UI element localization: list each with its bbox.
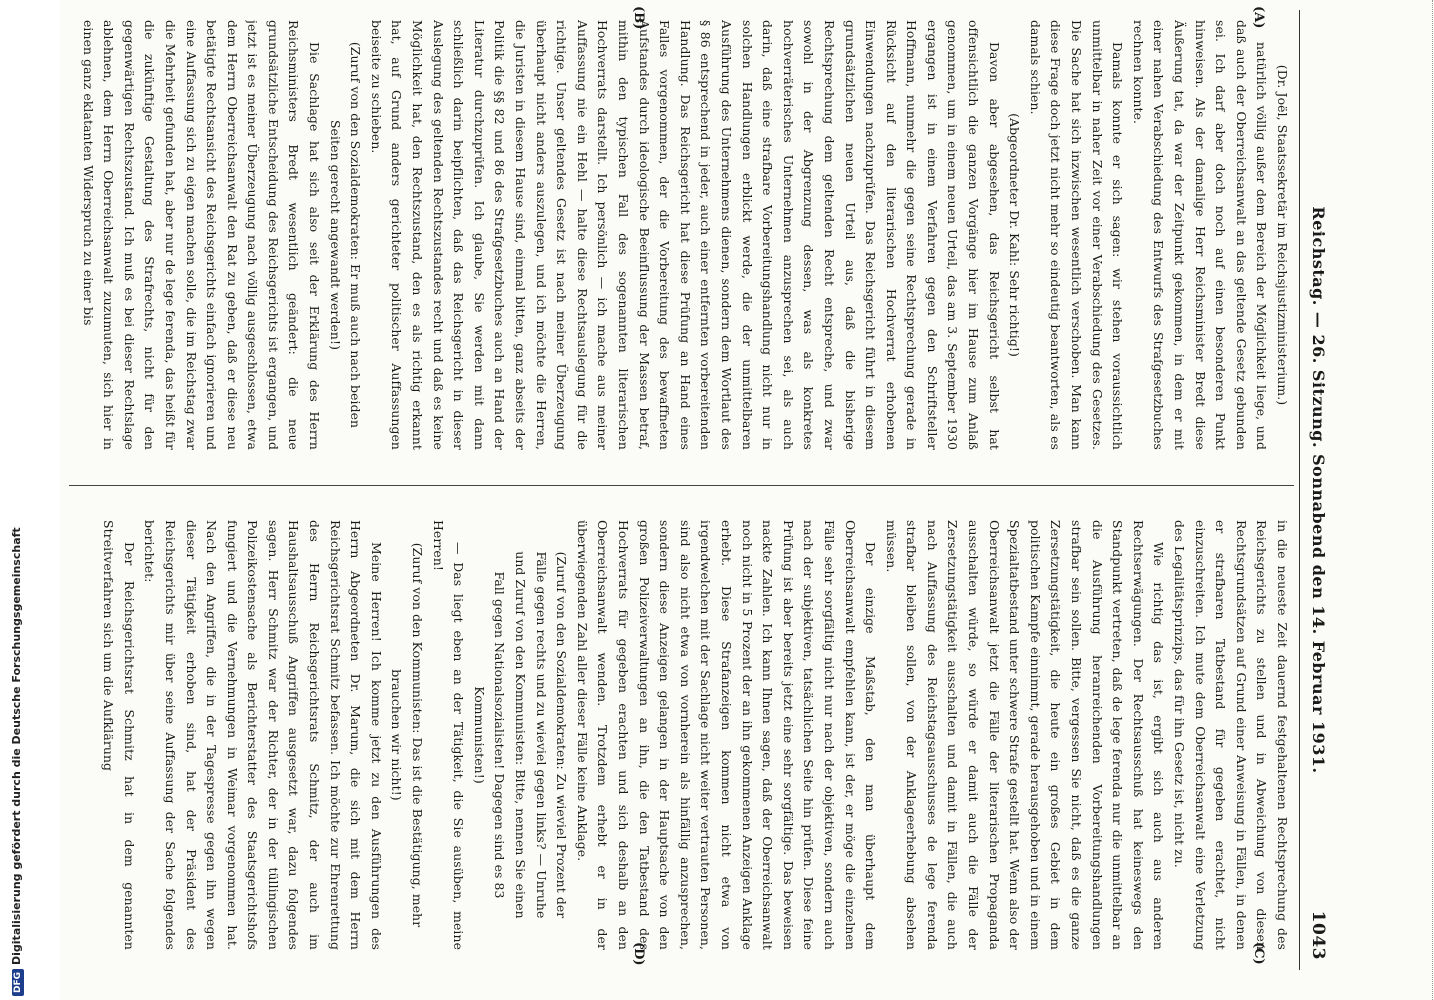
left-column [72, 20, 1292, 450]
paragraph: Meine Herren! Ich komme jetzt zu den Ausführungen des Herrn Abgeordneten Dr. Marum, die sich mit dem Herrn Reichsgerichtsrat Schmitz befassen. Ich möchte zur Ehrenrettung des Herrn Reichsgerichtsrats Schmitz, der auch im Haushaltsausschuß Angriffen ausgesetzt war, dazu folgendes sagen. Herr Schmitz war der Richter, der in der tüllingischen Polizeikostensache als Berichterstatter des Staatsgerichtshofs fungiert und die Vernehmungen in Weimar vorgenommen hat. Nach den Angriffen, die in der Tagespresse gegen ihn wegen dieser Tätigkeit erhoben sind, hat der Präsident des Reichsgerichts mir über seine Auffassung der Sache folgendes berichtet: [142, 520, 384, 950]
interjection: (Zuruf von den Sozialdemokraten: Zu wieviel Prozent der Fälle gegen rechts und zu wieviel gegen links? — Unruhe und Zuruf von den Kommunisten: Bitte, nennen Sie einen Fall gegen Nationalsozialisten! Dagegen sind es 83 Kommunisten!) [471, 551, 570, 919]
interjection: (Zuruf von den Sozialdemokraten: Er muß auch nach beiden Seiten gerecht angewandt werden!) [327, 41, 364, 429]
paragraph: — Das liegt eben an der Tätigkeit, die Sie ausüben, meine Herren! [430, 520, 467, 950]
column-rule [69, 485, 1294, 486]
section-marker-d: (D) [631, 942, 646, 966]
dfg-logo: DFG [12, 969, 24, 996]
paragraph: Davon aber abgesehen, das Reichsgericht selbst hat offensichtlich die ganzen Vorgänge hier im Hause zum Anlaß genommen, um in einem neuen Urteil, das am 3. September 1930 ergangen ist in einem Verfahren gegen den Schriftsteller Hoffmann, nunmehr die gegen seine Rechtsprechung gerade in Rücksicht auf den literarischen Hochverrat erhobenen Einwendungen nachzuprüfen. Das Reichsgericht führt in diesem grundsätzlichen neuen Urteil aus, daß die bisherige Rechtsprechung dem geltenden Recht entspreche, und zwar sowohl in der Abgrenzung dessen, was als konkretes hochverräterisches Unternehmen anzusprechen sei, als auch darin, daß eine strafbare Vorbereitungshandlung nicht nur in solchen Handlungen erblickt werde, die der unmittelbaren Ausführung des Unternehmens dienen, sondern dem Wortlaut des § 86 entsprechend in jeder, auch einer entfernten vorbereitenden Handlung. Das Reichsgericht hat diese Prüfung an Hand eines Falles vorgenommen, der die Vorbereitung des bewaffneten Aufstandes durch ideologische Beeinflussung der Massen betraf, mithin den typischen Fall des sogenannten literarischen Hochverrats darstellt. Ich persönlich — ich mache aus meiner Auffassung nie ein Hehl — halte diese Rechtsauslegung für die richtige. Unser geltendes Gesetz ist nach meiner Überzeugung überhaupt nicht anders auszulegen, und ich möchte die Herren, die Juristen in diesem Hause sind, einmal bitten, ganz abseits der Politik die §§ 82 und 86 des Strafgesetzbuches auch an Hand der Literatur durchzuprüfen. Ich glaube, Sie werden mit dann schließlich darin beipflichten, daß das Reichsgericht in dieser Auslegung des geltenden Rechtszustandes recht und daß es keine Möglichkeit hat, den Rechtszustand, den es als richtig erkannt hat, auf Grund anders gerichteter politischer Auffassungen beiseite zu schieben. [368, 20, 1002, 450]
scanned-page [60, 0, 1434, 1000]
paragraph: Die Sachlage hat sich also seit der Erklärung des Herrn Reichsministers Bredt wesentlich geändert: die neue grundsätzliche Entscheidung des Reichsgerichts ist ergangen, und jetzt ist es meiner Überzeugung nach völlig ausgeschlossen, etwa dem Herrn Oberreichsanwalt den Rat zu geben, daß er diese neu betätigte Rechtsansicht des Reichsgerichts einfach ignorieren und eine Auffassung sich zu eigen machen solle, die im Reichstag zwar die Mehrheit gefunden hat, aber nur de lege ferenda, das heißt für die zukünftige Gestaltung des Strafrechts, nicht für den gegenwärtigen Rechtszustand. Ich muß es bei dieser Rechtslage ablehnen, dem Herrn Oberreichsanwalt zuzumuten, sich hier in einen ganz eklatanten Widerspruch zu einer bis [80, 20, 323, 450]
interjection: (Abgeordneter Dr. Kahl: Sehr richtig!) [1007, 113, 1023, 357]
paragraph: Der einzige Maßstab, den man überhaupt dem Oberreichsanwalt empfehlen kann, ist der, er möge die einzelnen Fälle sehr sorgfältig nicht nur nach der objektiven, sondern auch nach der subjektiven, tatsächlichen Seite hin prüfen. Diese feine Prüfung ist aber bereits jetzt eine sehr sorgfältige. Das beweisen nackte Zahlen. Ich kann Ihnen sagen, daß der Oberreichsanwalt noch nicht in 5 Prozent der an ihn gekommenen Anzeigen Anklage erhebt. Diese Strafanzeigen kommen nicht etwa von irgendwelchen mit der Sachlage nicht weiter vertrauten Personen, sind also nicht etwa von vornherein als hinfällig anzusprechen, sondern diese Anzeigen gelangen in der Hauptsache von den großen Polizeiverwaltungen an ihn, die den Tatbestand des Hochverrats für gegeben erachten und sich deshalb an den Oberreichsanwalt wenden. Trotzdem erhebt er in der überwiegenden Zahl aller dieser Fälle keine Anklage. [574, 520, 879, 950]
paragraph: in die neueste Zeit dauernd festgehaltenen Rechtsprechung des Reichsgerichts zu stellen und in Abweichung von diesen Rechtsgrundsätzen auf Grund einer Anweisung in Fällen, in denen er strafbaren Tatbestand für gegeben erachtet, nicht einzuschreiten. Ich mute dem Oberreichsanwalt eine Verletzung des Legalitätsprinzips, das für ihn Gesetz ist, nicht zu. [1172, 520, 1290, 950]
paragraph: natürlich völlig außer dem Bereich der Möglichkeit liege, und daß auch der Oberreichsanwalt an das geltende Gesetz gebunden sei. Ich darf aber doch noch auf einen besonderen Punkt hinweisen. Als der damalige Herr Reichsminister Bredt diese Äußerung tat, da war der Zeitpunkt gekommen, in dem er mit einer nahen Verabschiedung des Entwurfs des Strafgesetzbuches rechnen konnte. [1130, 20, 1270, 450]
paragraph: Wie richtig das ist, ergibt sich auch aus anderen Rechtserwägungen. Der Rechtsausschuß hat keineswegs den Standpunkt vertreten, daß de lege ferenda nur die unmittelbar an die Ausführung heranreichenden Vorbereitungshandlungen strafbar sein sollen. Bitte, vergessen Sie nicht, daß es die ganze Zersetzungstätigkeit, die heute ein großes Gebiet in dem politischen Kampfe einnimmt, gerade herausgehoben und in einem Spezialtatbestand unter schwere Strafe gestellt hat. Wenn also der Oberreichsanwalt jetzt die Fälle der literarischen Propaganda ausschalten würde, so würde er damit auch die Fälle der Zersetzungstätigkeit ausschalten und damit in Fällen, die auch nach Auffassung des Reichstagsausschusses de lege ferenda strafbar bleiben sollen, von der Anklageerhebung absehen müssen. [883, 520, 1167, 950]
rotated-page-content [60, 6, 1350, 970]
digitization-credit [10, 436, 24, 996]
page-header [1302, 10, 1332, 970]
section-marker-b: (B) [631, 6, 646, 30]
credit-sidebar [0, 0, 30, 1000]
right-column [72, 520, 1292, 950]
interjection: (Zuruf von den Kommunisten: Das ist die Bestätigung, mehr brauchen wir nicht!) [389, 542, 426, 928]
speaker-line: (Dr. Joël, Staatssekretär im Reichsjustizministerium.) [1275, 64, 1290, 406]
header-rule [1299, 10, 1300, 970]
running-title: Reichstag. — 26. Sitzung. Sonnabend den 14. Februar 1931. [1309, 206, 1328, 774]
section-marker-c: (C) [1251, 942, 1266, 965]
paragraph: Damals konnte er sich sagen: wir stehen voraussichtlich unmittelbar in naher Zeit vor einer Verabschiedung des Gesetzes. Die Sache hat sich inzwischen wesentlich verschoben. Man kann diese Frage doch jetzt nicht mehr so eindeutig beantworten, als es damals schien. [1027, 20, 1126, 450]
section-marker-a: (A) [1251, 6, 1266, 29]
page-number: 1043 [1308, 910, 1328, 960]
paragraph: Der Reichsgerichtsrat Schmitz hat in dem genannten Streitverfahren sich um die Aufklärung [101, 520, 137, 950]
credit-text: Digitalisierung gefördert durch die Deutsche Forschungsgemeinschaft [10, 527, 23, 965]
